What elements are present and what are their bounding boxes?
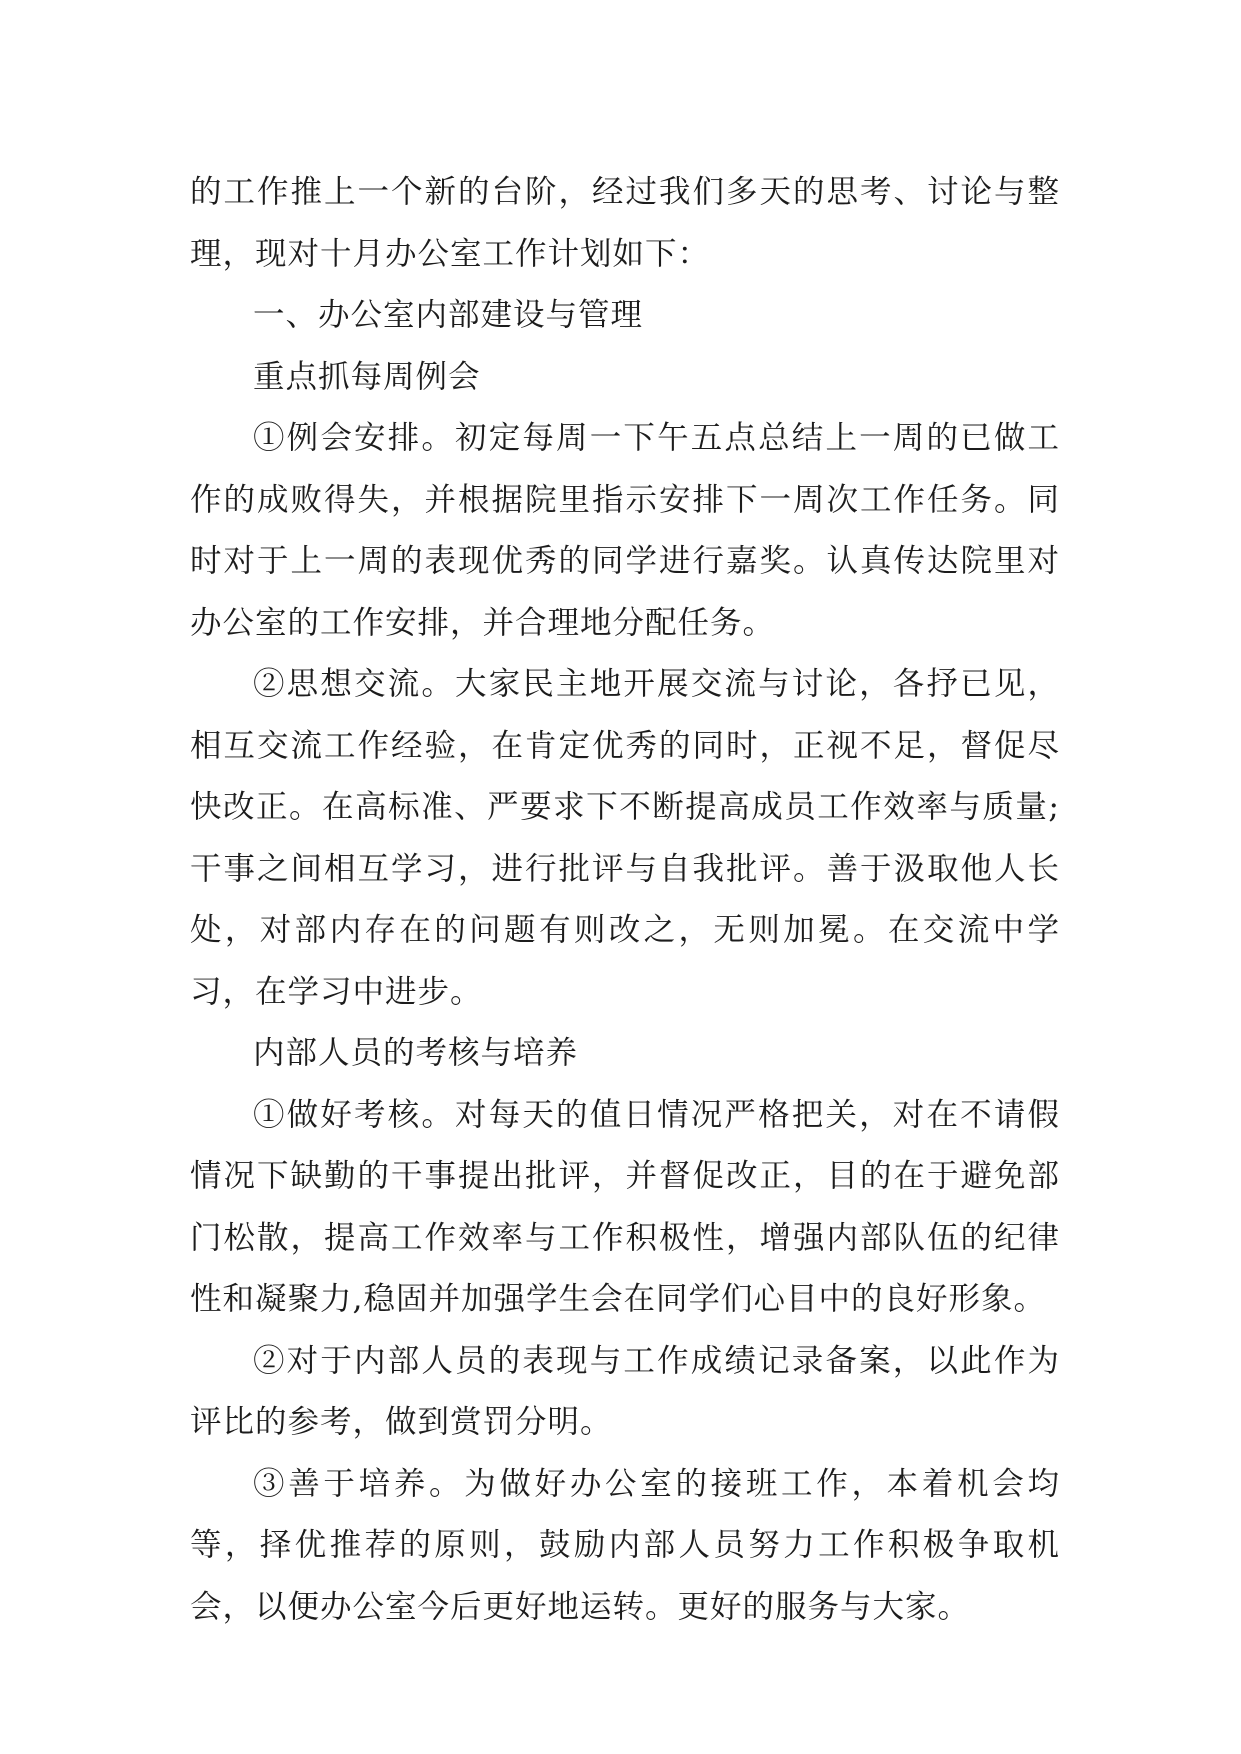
paragraph-training: ③善于培养。为做好办公室的接班工作，本着机会均等，择优推荐的原则，鼓励内部人员努力工作积极争取机会，以便办公室今后更好地运转。更好的服务与大家。 bbox=[190, 1465, 1060, 1625]
subheading-assessment-training: 内部人员的考核与培养 bbox=[253, 1035, 579, 1071]
paragraph-idea-exchange: ②思想交流。大家民主地开展交流与讨论，各抒已见，相互交流工作经验，在肯定优秀的同时，正视不足，督促尽快改正。在高标准、严要求下不断提高成员工作效率与质量;干事之间相互学习，进行批评与自我批评。善于汲取他人长处，对部内存在的问题有则改之，无则加冕。在交流中学习，在学习中进步。 bbox=[190, 666, 1060, 1010]
paragraph-continuation: 的工作推上一个新的台阶，经过我们多天的思考、讨论与整理，现对十月办公室工作计划如下： bbox=[190, 174, 1060, 272]
paragraph-records: ②对于内部人员的表现与工作成绩记录备案，以此作为评比的参考，做到赏罚分明。 bbox=[190, 1342, 1060, 1440]
document-body bbox=[190, 162, 1060, 1638]
paragraph-assessment: ①做好考核。对每天的值日情况严格把关，对在不请假情况下缺勤的干事提出批评，并督促改正，目的在于避免部门松散，提高工作效率与工作积极性，增强内部队伍的纪律性和凝聚力,稳固并加强学生会在同学们心目中的良好形象。 bbox=[190, 1096, 1060, 1317]
subheading-weekly-meeting: 重点抓每周例会 bbox=[253, 358, 481, 395]
section-heading: 一、办公室内部建设与管理 bbox=[253, 297, 644, 333]
paragraph-meeting-arrangement: ①例会安排。初定每周一下午五点总结上一周的已做工作的成败得失，并根据院里指示安排下一周次工作任务。同时对于上一周的表现优秀的同学进行嘉奖。认真传达院里对办公室的工作安排，并合理地分配任务。 bbox=[190, 420, 1060, 641]
